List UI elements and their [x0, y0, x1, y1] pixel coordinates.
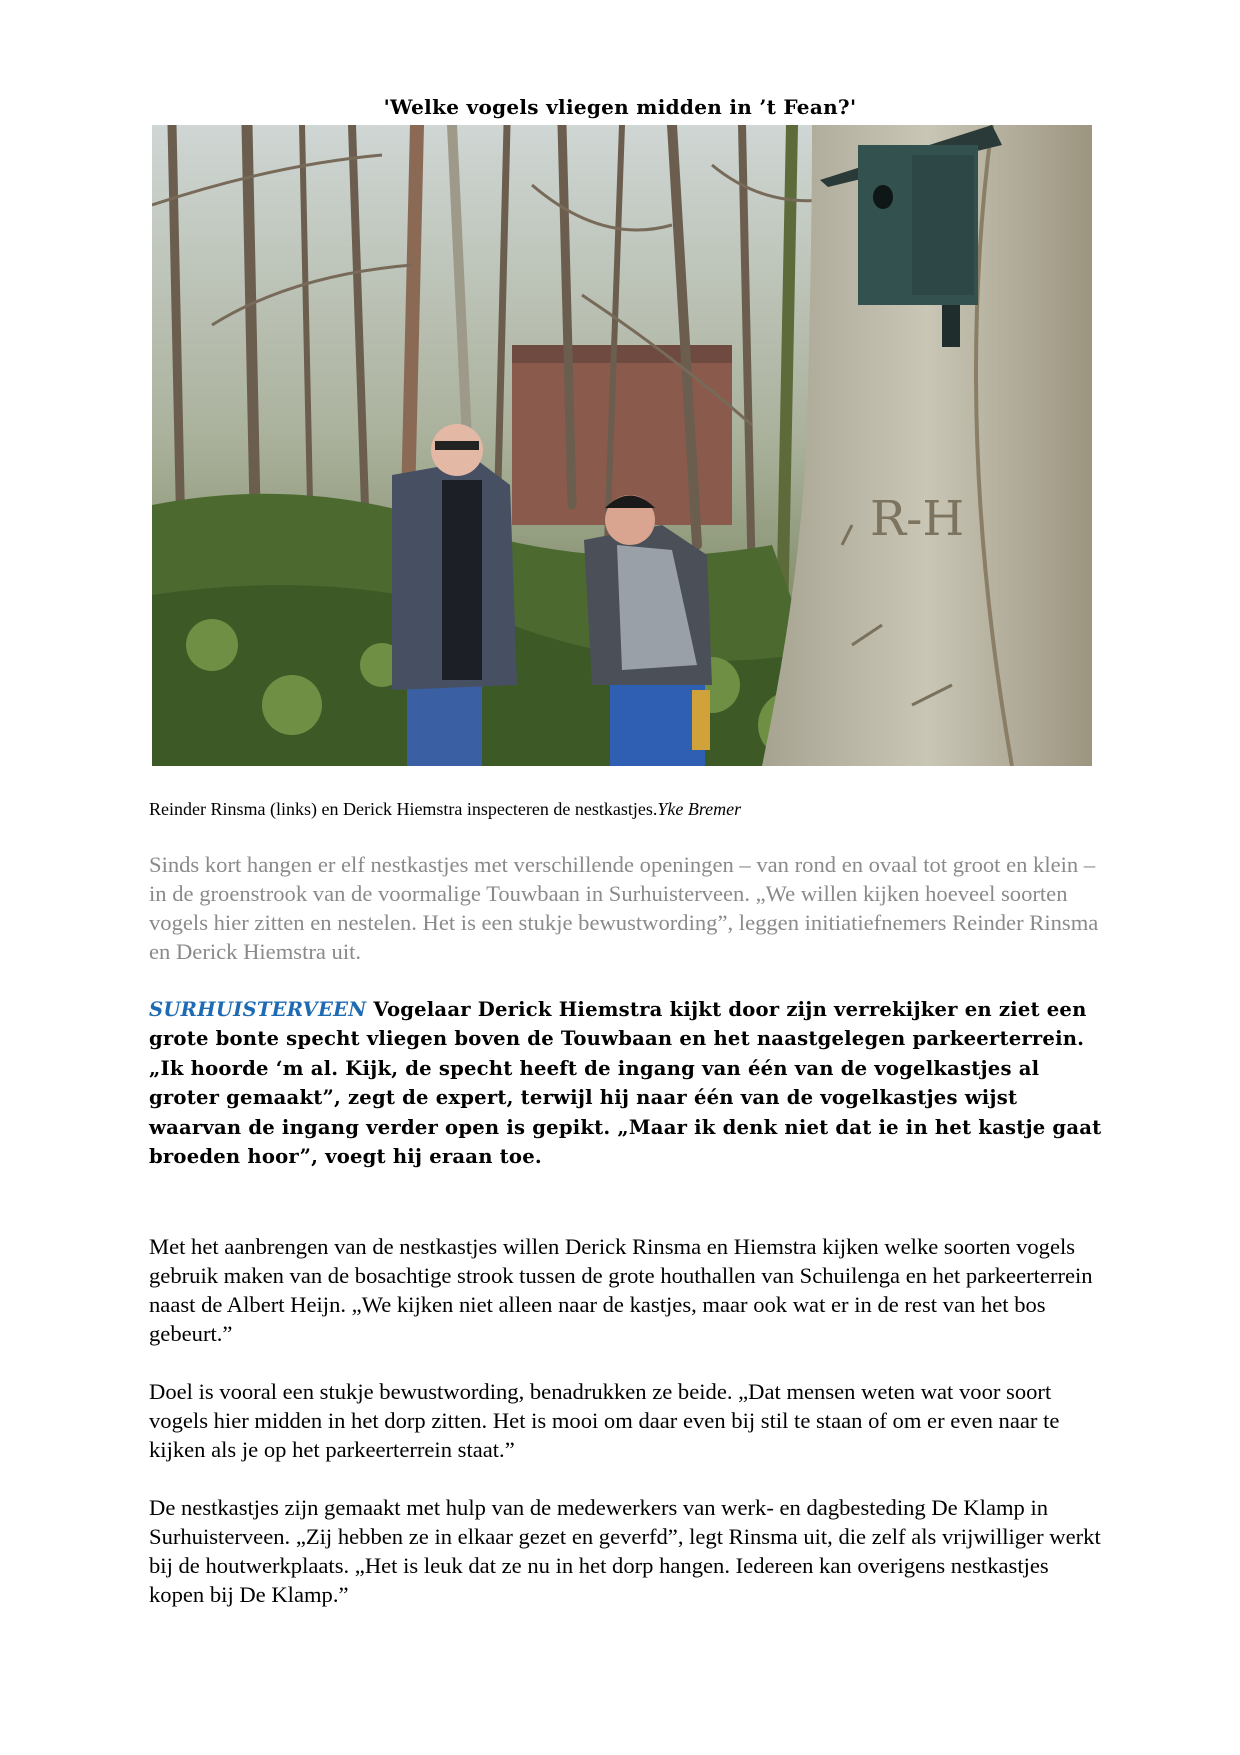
forest-photo-illustration — [152, 125, 1092, 766]
article-lead: Sinds kort hangen er elf nestkastjes met verschillende openingen – van rond en ovaal tot groot en klein – in de groenstrook van de voormalige Touwbaan in Surhuisterveen. „We willen kijken hoeveel soorten vogels hier zitten en nestelen. Het is een stukje bewustwording”, leggen initiatiefnemers Reinder Rinsma en Derick Hiemstra uit. — [149, 852, 1099, 964]
photo-caption — [149, 798, 1109, 820]
body-paragraph-3: De nestkastjes zijn gemaakt met hulp van de medewerkers van werk- en dagbesteding De Klamp in Surhuisterveen. „Zij hebben ze in elkaar gezet en geverfd”, legt Rinsma uit, die zelf als vrijwilliger werkt bij de houtwerkplaats. „Het is leuk dat ze nu in het dorp hangen. Iedereen kan overigens nestkastjes kopen bij De Klamp.” — [149, 1495, 1101, 1607]
caption-text: Reinder Rinsma (links) en Derick Hiemstra inspecteren de nestkastjes. — [149, 799, 658, 819]
article-intro — [149, 995, 1109, 1171]
intro-text: Vogelaar Derick Hiemstra kijkt door zijn verrekijker en ziet een grote bonte specht vliegen boven de Touwbaan en het naastgelegen parkeerterrein. „Ik hoorde ‘m al. Kijk, de specht heeft de ingang van één van de vogelkastjes al groter gemaakt”, zegt de expert, terwijl hij naar één van de vogelkastjes wijst waarvan de ingang verder open is gepikt. „Maar ik denk niet dat ie in het kastje gaat broeden hoor”, voegt hij eraan toe. — [149, 998, 1102, 1169]
body-paragraph-2: Doel is vooral een stukje bewustwording, benadrukken ze beide. „Dat mensen weten wat voor soort vogels hier midden in het dorp zitten. Het is mooi om daar even bij stil te staan of om er even naar te kijken als je op het parkeerterrein staat.” — [149, 1379, 1060, 1462]
article-title: 'Welke vogels vliegen midden in ’t Fean?' — [383, 95, 857, 119]
dateline: SURHUISTERVEEN — [149, 998, 367, 1021]
article-photo — [152, 125, 1092, 766]
photo-credit: Yke Bremer — [657, 799, 742, 819]
body-paragraph-1: Met het aanbrengen van de nestkastjes willen Derick Rinsma en Hiemstra kijken welke soorten vogels gebruik maken van de bosachtige strook tussen de grote houthallen van Schuilenga en het parkeerterrein naast de Albert Heijn. „We kijken niet alleen naar de kastjes, maar ook wat er in de rest van het bos gebeurt.” — [149, 1234, 1093, 1346]
trunk-carving: R-H — [870, 491, 965, 547]
